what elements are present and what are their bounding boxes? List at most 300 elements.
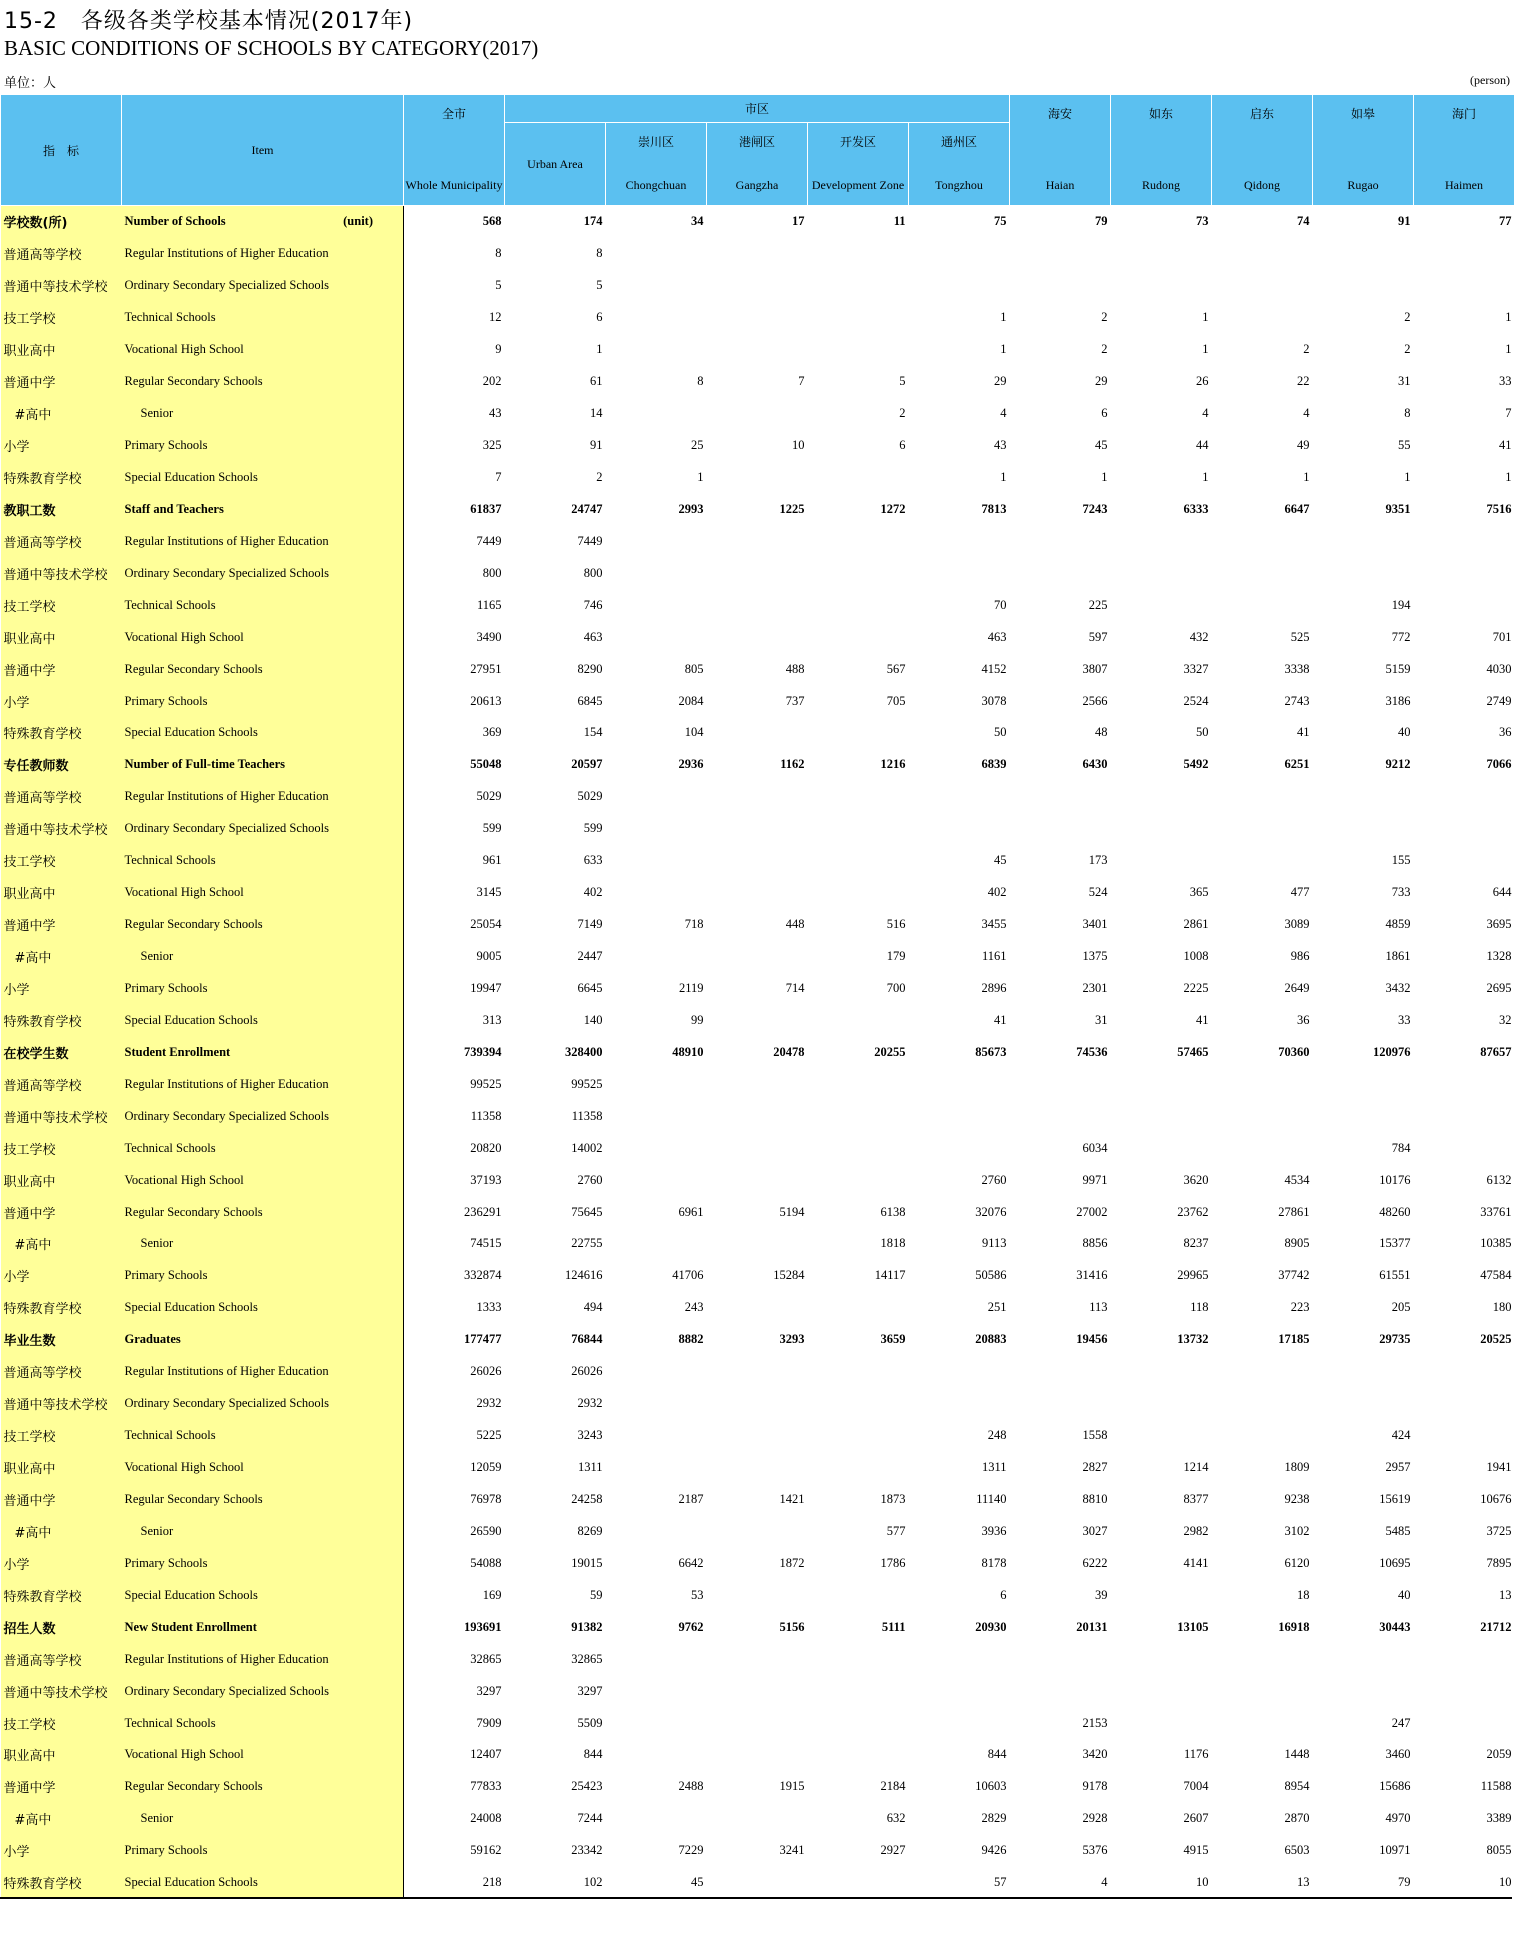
data-cell: 4534 [1284,1172,1310,1187]
table-row [1,1164,1514,1196]
data-cell [1414,1675,1514,1707]
data-cell: 48910 [672,1044,704,1059]
data-cell: 4 [1000,406,1007,421]
data-cell [808,1100,909,1132]
data-cell: 59162 [470,1843,502,1858]
data-cell: 3241 [779,1843,805,1858]
data-cell: 332874 [464,1268,502,1283]
data-cell: 1216 [880,757,906,772]
data-cell [909,813,1010,845]
data-cell: 11358 [571,1108,603,1123]
data-cell: 2 [596,469,603,484]
data-cell: 45 [1095,438,1108,453]
data-cell: 3460 [1385,1747,1411,1762]
data-cell: 12059 [470,1460,502,1475]
data-cell [1212,525,1313,557]
data-cell: 432 [1189,629,1209,644]
data-cell: 3327 [1183,661,1209,676]
row-label-en-text: Technical Schools [124,1428,216,1443]
row-label-cn: 普通中等技术学校 [1,1388,122,1420]
row-label-cn: 招生人数 [1,1611,122,1643]
table-row [1,1420,1514,1452]
data-cell: 5509 [577,1715,603,1730]
data-cell: 5 [495,278,502,293]
row-label-cn: #高中 [1,1228,122,1260]
data-cell: 6138 [880,1204,906,1219]
data-cell: 1 [1202,469,1209,484]
data-cell: 70360 [1278,1044,1310,1059]
data-cell [707,621,808,653]
row-label-en [122,685,404,717]
data-cell [1212,1388,1313,1420]
data-cell [606,1068,707,1100]
data-cell: 20597 [571,757,603,772]
data-cell: 525 [1290,629,1310,644]
data-cell: 1375 [1082,949,1108,964]
data-cell: 3659 [880,1332,906,1347]
row-label-en-text: Primary Schools [124,693,208,708]
row-label-en-text: Regular Institutions of Higher Education [124,1076,329,1091]
data-cell: 41 [1297,725,1310,740]
data-cell: 8237 [1183,1236,1209,1251]
data-cell [1313,270,1414,302]
data-cell: 47584 [1480,1268,1512,1283]
data-cell: 1176 [1183,1747,1209,1762]
table-row [1,1707,1514,1739]
data-cell [1111,1132,1212,1164]
data-cell [707,1675,808,1707]
data-cell [606,270,707,302]
row-label-en [122,1260,404,1292]
data-cell: 424 [1391,1428,1411,1443]
data-cell: 9212 [1385,757,1411,772]
data-cell: 32076 [975,1204,1007,1219]
row-label-cn: 专任教师数 [1,749,122,781]
data-cell: 5485 [1385,1523,1411,1538]
row-label-en-text: Senior [140,1523,174,1538]
row-label-cn: 职业高中 [1,1452,122,1484]
data-cell: 236291 [464,1204,502,1219]
data-cell: 3695 [1486,917,1512,932]
data-cell: 113 [1089,1300,1108,1315]
row-label-en-text: Technical Schools [124,1715,216,1730]
row-label-cn: 技工学校 [1,1132,122,1164]
row-label-en-text: Regular Institutions of Higher Education [124,1364,329,1379]
data-cell [909,781,1010,813]
row-label-en [122,653,404,685]
data-cell [707,813,808,845]
row-label-cn: 普通中等技术学校 [1,1100,122,1132]
data-cell: 243 [684,1300,704,1315]
data-cell: 20525 [1480,1332,1512,1347]
data-cell: 2896 [981,980,1007,995]
data-cell: 59 [590,1587,603,1602]
data-cell: 36 [1499,725,1512,740]
data-cell: 8290 [577,661,603,676]
data-cell: 1786 [880,1555,906,1570]
data-cell: 45 [691,1875,704,1890]
row-label-en-text: Regular Institutions of Higher Education [124,246,329,261]
data-cell [1212,557,1313,589]
table-row [1,621,1514,653]
data-cell [606,334,707,366]
row-label-cn: 普通中学 [1,1771,122,1803]
data-cell [808,1068,909,1100]
data-cell: 3725 [1486,1523,1512,1538]
data-cell: 15284 [773,1268,805,1283]
row-label-en [122,557,404,589]
data-cell: 2993 [678,501,704,516]
row-label-en-text: Regular Secondary Schools [124,1779,263,1794]
data-cell [808,1356,909,1388]
data-cell [606,941,707,973]
unit-label-english: (person) [1470,73,1510,87]
header-col-tongzhou: 通州区 Tongzhou [909,123,1010,206]
data-cell [606,589,707,621]
data-cell: 14117 [874,1268,906,1283]
data-cell [808,1132,909,1164]
data-cell: 7243 [1082,501,1108,516]
data-cell [1111,1675,1212,1707]
table-row [1,1803,1514,1835]
row-label-cn: 普通中学 [1,909,122,941]
data-cell: 2524 [1183,693,1209,708]
data-cell: 15377 [1379,1236,1411,1251]
data-cell: 365 [1189,885,1209,900]
data-cell: 1214 [1183,1460,1209,1475]
row-label-en-text: Student Enrollment [124,1044,231,1059]
row-label-en [122,717,404,749]
data-cell [1313,813,1414,845]
data-cell [707,525,808,557]
data-cell [1111,525,1212,557]
data-cell [808,1675,909,1707]
row-label-en-text: Senior [140,949,174,964]
row-label-en [122,973,404,1005]
data-cell: 9005 [476,949,502,964]
data-cell: 193691 [464,1619,502,1634]
header-item-cn: 指 标 [1,95,122,206]
data-cell: 43 [489,406,502,421]
row-label-en [122,749,404,781]
data-cell: 26 [1196,374,1209,389]
row-label-en-text: Special Education Schools [124,469,258,484]
data-cell: 2119 [678,980,704,995]
data-cell: 5029 [577,789,603,804]
data-cell [1313,1643,1414,1675]
header-col-qidong: 启东 Qidong [1212,95,1313,206]
data-cell [808,1004,909,1036]
row-label-cn: 普通高等学校 [1,1356,122,1388]
row-label-cn: 小学 [1,685,122,717]
data-cell: 700 [886,980,906,995]
data-cell: 77 [1499,214,1512,229]
data-cell: 7895 [1486,1555,1512,1570]
data-cell: 599 [482,821,502,836]
data-cell: 313 [482,1012,502,1027]
data-cell [909,1100,1010,1132]
row-label-en-text: Special Education Schools [124,1875,258,1890]
data-cell [707,1803,808,1835]
data-cell: 17 [792,214,805,229]
table-row [1,1547,1514,1579]
data-cell: 41 [994,1012,1007,1027]
table-row [1,1228,1514,1260]
data-cell: 4152 [981,661,1007,676]
row-label-cn: 学校数(所) [1,206,122,238]
data-cell: 33 [1499,374,1512,389]
data-cell [1414,1643,1514,1675]
row-label-en-text: Vocational High School [124,342,244,357]
data-cell [707,589,808,621]
data-cell: 10385 [1480,1236,1512,1251]
table-row [1,270,1514,302]
data-cell [606,1452,707,1484]
row-label-en-text: Primary Schools [124,1268,208,1283]
row-label-en-text: Technical Schools [124,597,216,612]
data-cell: 8 [1404,406,1411,421]
data-cell: 5 [596,278,603,293]
data-cell: 5029 [476,789,502,804]
data-cell: 205 [1391,1300,1411,1315]
row-label-en [122,909,404,941]
table-row [1,398,1514,430]
header-item-en: Item [122,95,404,206]
row-label-en-text: Senior [140,406,174,421]
data-cell: 3401 [1082,917,1108,932]
data-cell: 2566 [1082,693,1108,708]
row-label-cn: 普通高等学校 [1,1643,122,1675]
row-label-cn: 职业高中 [1,877,122,909]
data-cell: 5194 [779,1204,805,1219]
data-cell: 2749 [1486,693,1512,708]
data-cell: 3936 [981,1523,1007,1538]
data-cell [808,1292,909,1324]
row-label-cn: 在校学生数 [1,1036,122,1068]
data-cell: 1311 [981,1460,1007,1475]
data-cell [1010,813,1111,845]
data-cell: 1 [1000,469,1007,484]
row-label-cn: 特殊教育学校 [1,1867,122,1899]
data-cell: 1 [1000,342,1007,357]
row-label-en [122,621,404,653]
data-cell: 705 [886,693,906,708]
data-cell: 53 [691,1587,704,1602]
row-label-en [122,1036,404,1068]
data-cell [606,1515,707,1547]
data-cell [606,1707,707,1739]
data-cell [1111,1068,1212,1100]
table-row [1,1036,1514,1068]
row-label-en [122,302,404,334]
data-cell: 6 [1000,1587,1007,1602]
data-cell: 1333 [476,1300,502,1315]
data-cell [1010,238,1111,270]
data-cell [1111,1579,1212,1611]
data-cell: 746 [583,597,603,612]
row-label-cn: 技工学校 [1,1707,122,1739]
table-row [1,1324,1514,1356]
data-cell: 5492 [1183,757,1209,772]
table-row [1,813,1514,845]
row-label-en [122,1196,404,1228]
data-cell: 7449 [577,533,603,548]
data-cell [1212,1132,1313,1164]
data-cell [1212,1707,1313,1739]
row-label-en [122,1771,404,1803]
data-cell: 24747 [571,501,603,516]
row-label-en [122,589,404,621]
data-cell [1414,1420,1514,1452]
table-row [1,366,1514,398]
row-label-cn: 小学 [1,1260,122,1292]
data-cell: 44 [1196,438,1209,453]
data-cell: 9178 [1082,1779,1108,1794]
table-row [1,941,1514,973]
row-label-en-text: Regular Secondary Schools [124,1204,263,1219]
data-cell: 77833 [470,1779,502,1794]
data-cell: 24258 [571,1491,603,1506]
data-cell: 1558 [1082,1428,1108,1443]
data-cell: 2 [1101,342,1108,357]
data-cell: 45 [994,853,1007,868]
data-cell: 1008 [1183,949,1209,964]
data-cell: 3297 [476,1683,502,1698]
data-cell: 17185 [1278,1332,1310,1347]
row-label-en-text: Vocational High School [124,1460,244,1475]
table-row [1,1100,1514,1132]
data-cell [707,1164,808,1196]
data-cell: 11358 [470,1108,502,1123]
data-cell: 6120 [1284,1555,1310,1570]
data-cell [1414,525,1514,557]
data-cell: 155 [1391,853,1411,868]
row-label-en [122,493,404,525]
data-cell [1212,1100,1313,1132]
data-cell [1212,238,1313,270]
data-cell: 15686 [1379,1779,1411,1794]
data-cell [808,462,909,494]
unit-label-chinese: 单位：人 [4,76,57,91]
data-cell [1111,845,1212,877]
row-label-en-text: Special Education Schools [124,1587,258,1602]
data-cell: 2827 [1082,1460,1108,1475]
data-cell: 718 [684,917,704,932]
row-label-en [122,1611,404,1643]
data-cell: 55048 [470,757,502,772]
data-cell [808,238,909,270]
data-cell [707,1579,808,1611]
data-cell: 43 [994,438,1007,453]
data-cell: 6839 [981,757,1007,772]
data-cell [909,1132,1010,1164]
row-label-cn: 普通中等技术学校 [1,557,122,589]
schools-table [0,94,1514,1899]
data-cell: 37742 [1278,1268,1310,1283]
table-row [1,1643,1514,1675]
data-cell [1111,781,1212,813]
data-cell: 4859 [1385,917,1411,932]
data-cell [707,1867,808,1899]
data-cell: 10 [1196,1875,1209,1890]
data-cell [1414,1100,1514,1132]
data-cell [1212,1356,1313,1388]
data-cell: 369 [482,725,502,740]
data-cell: 55 [1398,438,1411,453]
data-cell: 11588 [1480,1779,1512,1794]
data-cell: 6 [899,438,906,453]
data-cell: 99525 [470,1076,502,1091]
data-cell: 1 [697,469,704,484]
row-label-en [122,1004,404,1036]
data-cell: 118 [1190,1300,1209,1315]
data-cell [1313,1388,1414,1420]
data-cell: 4915 [1183,1843,1209,1858]
data-cell [707,1292,808,1324]
data-cell: 120976 [1373,1044,1411,1059]
data-cell: 805 [684,661,704,676]
data-cell: 2301 [1082,980,1108,995]
data-cell [1010,557,1111,589]
row-label-en-text: Regular Secondary Schools [124,661,263,676]
row-label-en [122,813,404,845]
table-row [1,1675,1514,1707]
row-label-en [122,781,404,813]
data-cell: 9 [495,342,502,357]
row-label-en [122,845,404,877]
row-label-en-text: Regular Institutions of Higher Education [124,1651,329,1666]
data-cell: 1 [1101,469,1108,484]
table-row [1,877,1514,909]
row-label-en [122,1420,404,1452]
data-cell: 48260 [1379,1204,1411,1219]
row-label-en [122,398,404,430]
data-cell: 1915 [779,1779,805,1794]
row-label-en [122,1547,404,1579]
data-cell: 8 [495,246,502,261]
row-label-en-text: Ordinary Secondary Specialized Schools [124,278,329,293]
data-cell [1212,845,1313,877]
data-cell: 2760 [577,1172,603,1187]
data-cell: 76978 [470,1491,502,1506]
data-cell: 784 [1391,1140,1411,1155]
data-cell: 1809 [1284,1460,1310,1475]
data-cell: 74536 [1076,1044,1108,1059]
data-cell: 3102 [1284,1523,1310,1538]
data-cell: 2829 [981,1811,1007,1826]
row-label-en [122,941,404,973]
data-cell [606,1228,707,1260]
data-cell [808,589,909,621]
data-cell [707,845,808,877]
row-label-en-text: Vocational High School [124,885,244,900]
row-label-en-text: Primary Schools [124,438,208,453]
data-cell: 26590 [470,1523,502,1538]
data-cell: 87657 [1480,1044,1512,1059]
data-cell: 1448 [1284,1747,1310,1762]
data-cell [1111,238,1212,270]
data-cell [606,1100,707,1132]
data-cell: 633 [583,853,603,868]
row-label-en [122,1228,404,1260]
data-cell: 2695 [1486,980,1512,995]
data-cell: 4 [1101,1875,1108,1890]
data-cell: 73 [1196,214,1209,229]
data-cell: 2447 [577,949,603,964]
bottom-rule [0,1897,1512,1899]
data-cell: 463 [987,629,1007,644]
row-label-en [122,1068,404,1100]
